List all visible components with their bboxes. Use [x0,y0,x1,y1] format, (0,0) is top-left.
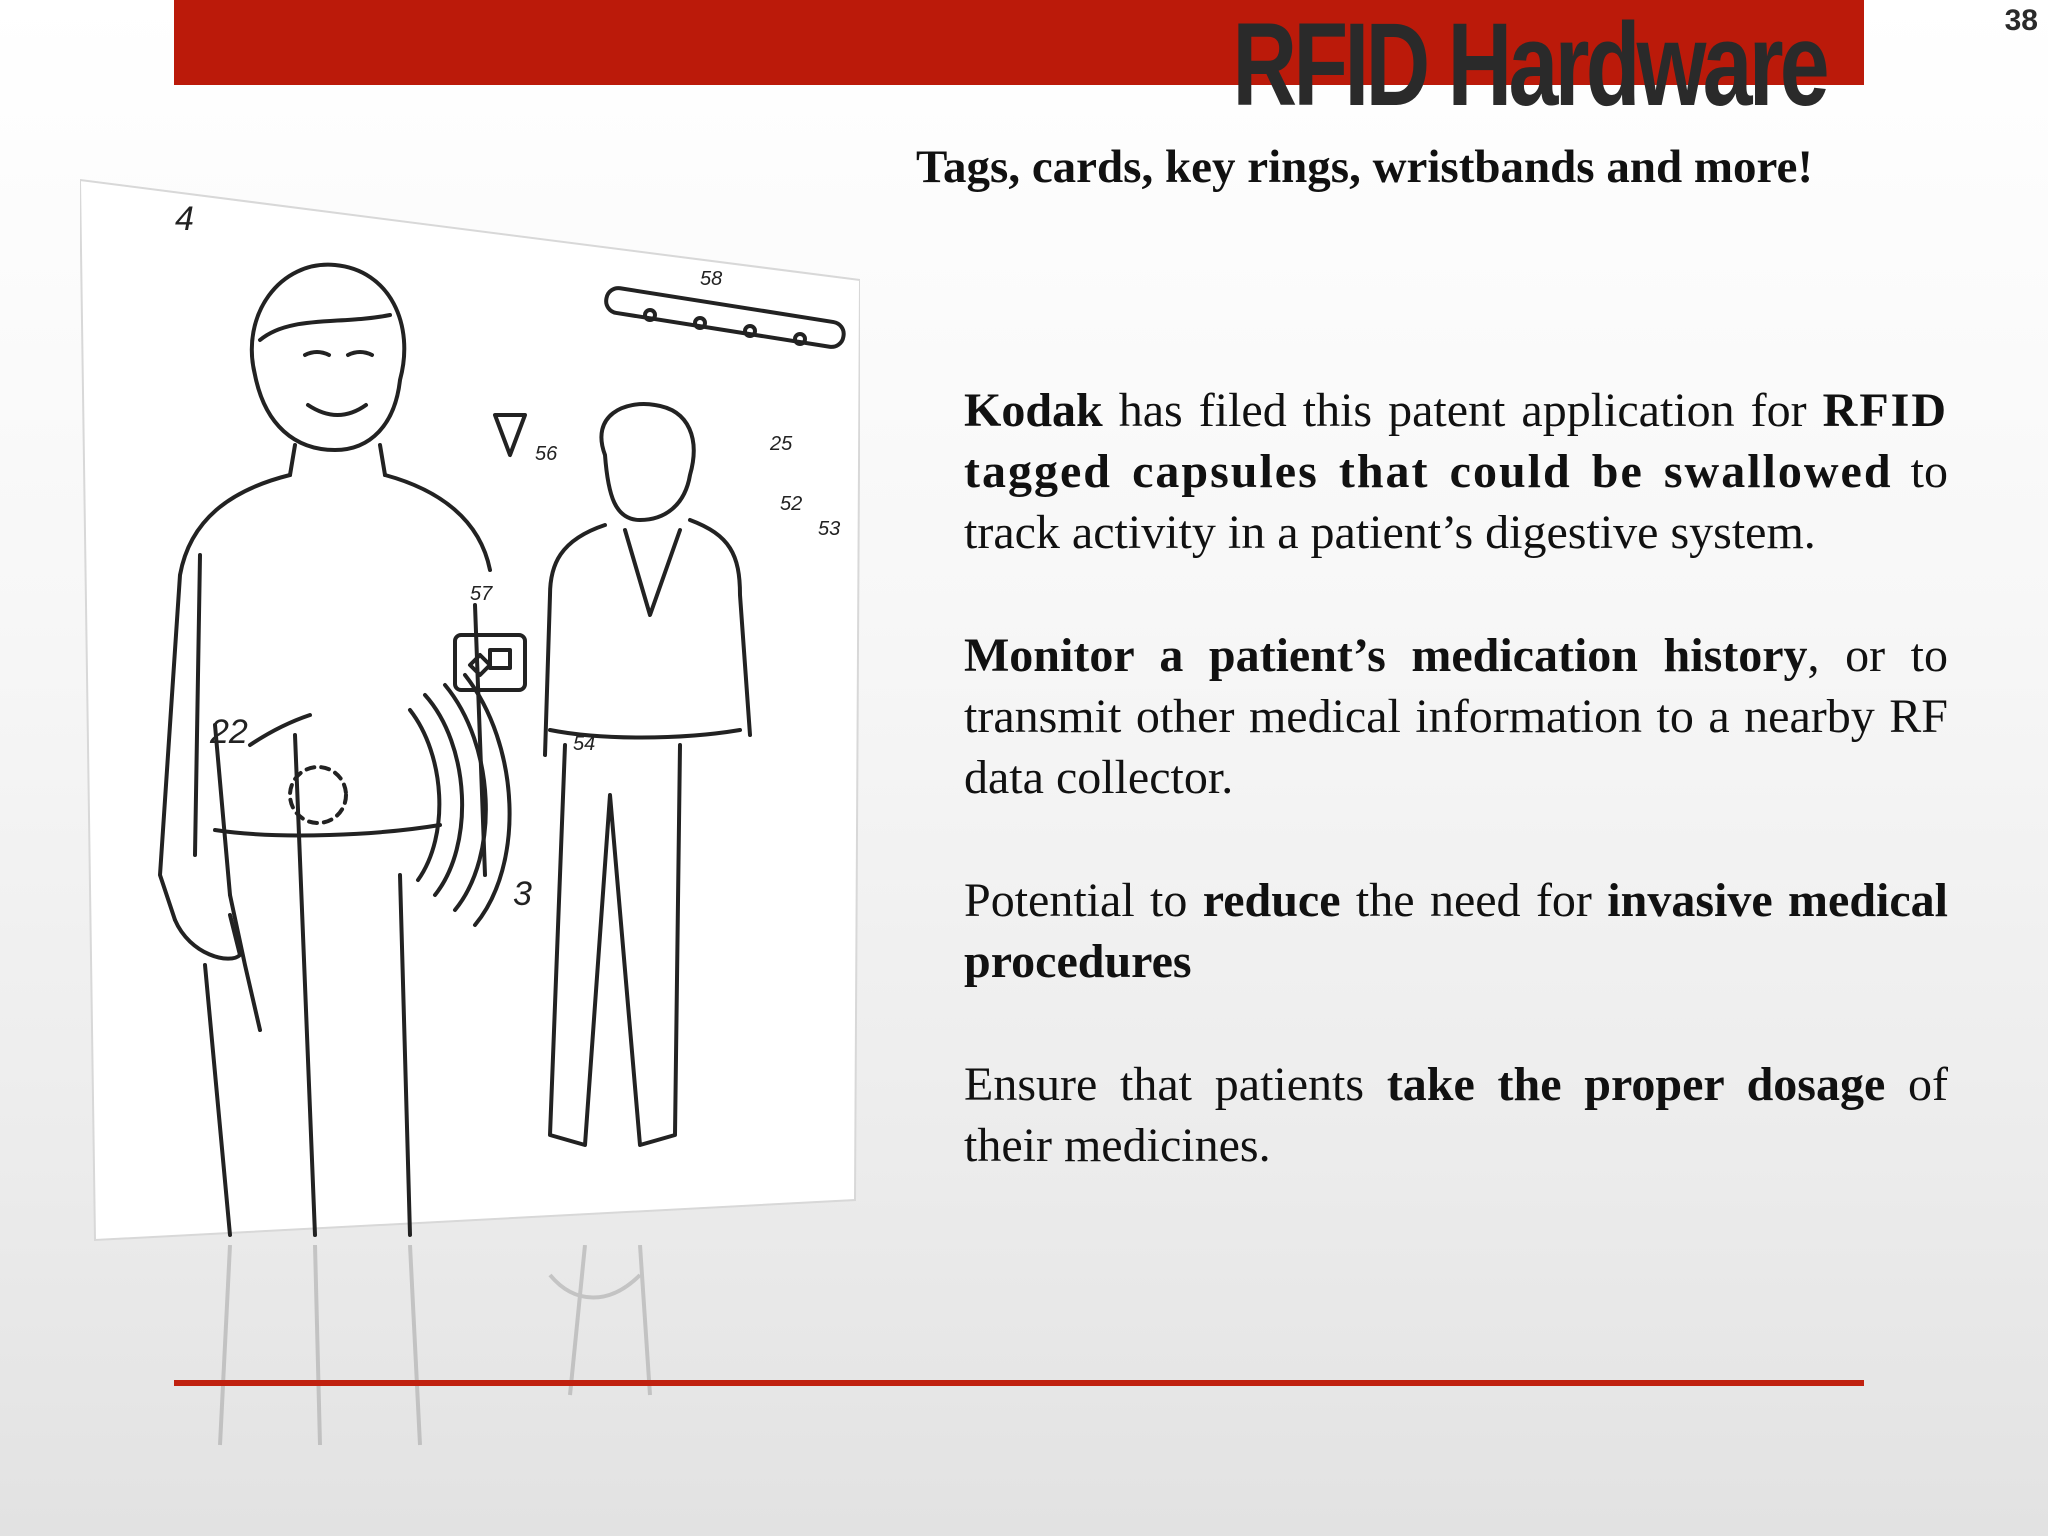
patent-drawing-icon [80,175,860,1245]
svg-text:57: 57 [470,583,493,605]
svg-text:54: 54 [573,733,596,755]
slide-body [964,380,1948,1238]
paragraph-kodak-patent: Kodak has filed this patent application for RFID tagged capsules that could be swallowed to track activity in a patient’s digestive system. [964,384,1948,559]
label-4: 4 [175,200,194,238]
slide-subtitle: Tags, cards, key rings, wristbands and more! [916,141,1814,193]
paragraph-medication-history: Monitor a patient’s medication history, or to transmit other medical information to a nearby RF data collector. [964,629,1948,804]
svg-text:25: 25 [770,433,793,455]
svg-text:58: 58 [700,268,723,290]
paragraph-proper-dosage: Ensure that patients take the proper dosage of their medicines. [964,1058,1949,1172]
svg-text:22: 22 [210,713,248,751]
drawing-reflection [80,1245,860,1505]
svg-text:53: 53 [818,518,841,540]
svg-text:56: 56 [535,443,558,465]
slide-number: 38 [2004,4,2038,37]
svg-text:3: 3 [513,875,532,913]
svg-text:52: 52 [780,493,803,515]
paragraph-invasive-procedures: Potential to reduce the need for invasive medical procedures [964,874,1948,988]
bottom-divider [174,1380,1864,1386]
slide-title: RFID Hardware [1232,0,1826,131]
